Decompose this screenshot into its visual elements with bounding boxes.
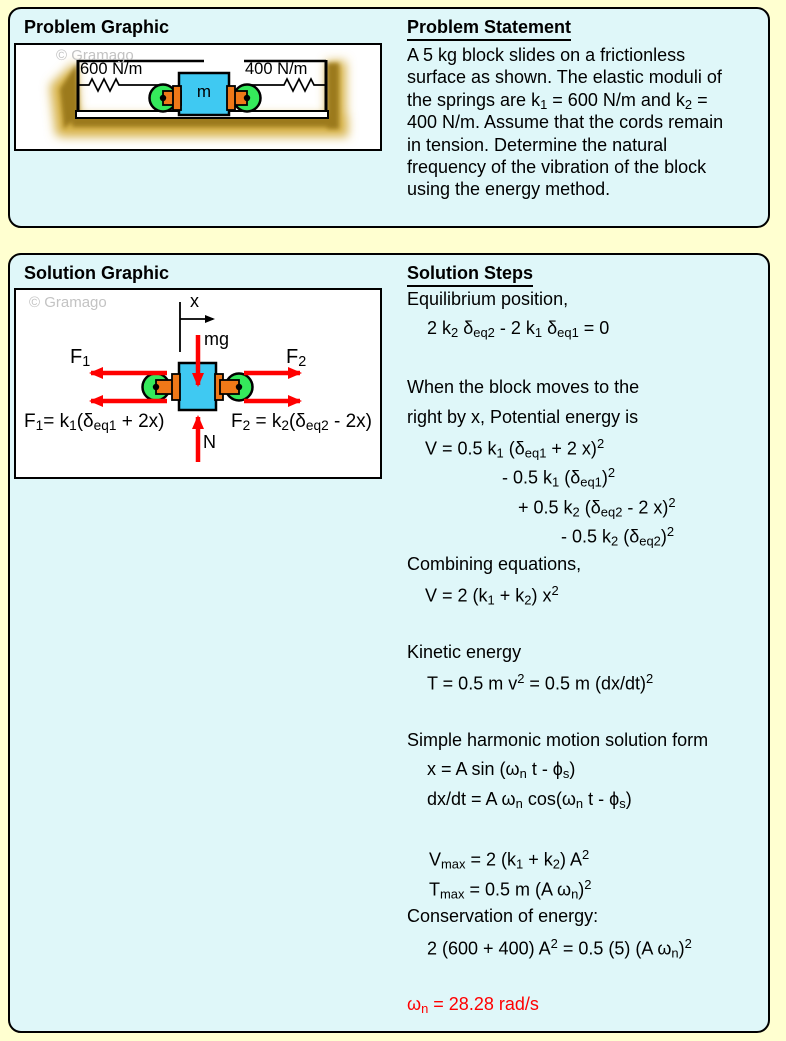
mg-label: mg <box>204 329 230 349</box>
spring-k1-label: 600 N/m <box>80 60 143 78</box>
solution-graphic-box <box>14 288 382 479</box>
problem-statement-text <box>407 45 723 202</box>
solution-step-line <box>407 818 708 847</box>
block-m-label: m <box>196 82 212 101</box>
x-axis-label: x <box>190 291 199 311</box>
spring-left <box>79 79 163 91</box>
pulley-pin-left <box>160 95 166 101</box>
solution-step-line: Kinetic energy <box>407 641 522 662</box>
f2-formula: $F_2 = k_2(\delta_{eq2} - 2x)$ <box>231 411 372 433</box>
free-body-diagram <box>16 290 380 477</box>
problem-panel <box>8 7 770 228</box>
problem-statement-title: Problem Statement <box>407 17 571 41</box>
solution-step-line <box>407 348 708 377</box>
statement-line: the springs are $k_1 = 600$ N/m and $k_2$ = <box>407 89 708 112</box>
n-label: N <box>203 432 216 452</box>
solution-steps-title: Solution Steps <box>407 263 533 287</box>
statement-line: frequency of the vibration of the block <box>407 156 707 177</box>
solution-step-line: 2 $k_2$ $\delta_{eq2} - 2$ $k_1$ $\delta_{eq1} = 0$ <box>427 318 610 341</box>
solution-step-line: Equilibrium position, <box>407 289 569 309</box>
f2-label: $F_2$ <box>286 346 307 371</box>
f1-formula: $F_1= k_1(\delta_{eq1} + 2x)$ <box>24 411 165 433</box>
solution-step-line: When the block moves to the <box>407 377 640 398</box>
solution-step-line: right by x, Potential energy is <box>407 406 639 427</box>
solution-step-line: Conservation of energy: <box>407 906 599 927</box>
statement-line: A 5 kg block slides on a frictionless <box>407 45 686 65</box>
solution-step-line: T = 0.5 m $v^2 = 0.5$ m $(dx/dt)^2$ <box>427 671 654 694</box>
solution-step-line <box>407 965 708 994</box>
pulley-pin-right <box>236 384 242 390</box>
solution-step-line: V = 0.5 $k_1$ ($\delta_{eq1} + 2$ x)$^2$ <box>425 435 605 461</box>
solution-steps-text <box>407 289 708 1024</box>
solution-step-line <box>407 700 708 729</box>
solution-step-line: - 0.5 $k_2$ $(\delta_{eq2})^2$ <box>561 524 675 549</box>
problem-graphic-box <box>14 43 382 151</box>
solution-step-line: - 0.5 $k_1$ $(\delta_{eq1})^2$ <box>502 465 616 490</box>
solution-step-line: dx/dt = A $\omega_n$ $\cos(\omega_n$ t - $\phi_s$) <box>427 788 632 811</box>
problem-graphic-title: Problem Graphic <box>24 17 170 37</box>
solution-step-line: Simple harmonic motion solution form <box>407 729 709 750</box>
solution-step-line: $V_{max} = 2$ $(k_1 + k_2)$ $A^2$ <box>429 847 590 872</box>
clevis-left <box>172 374 180 400</box>
f1-label: $F_1$ <box>70 346 91 371</box>
statement-line: using the energy method. <box>407 179 611 200</box>
solution-panel <box>8 253 770 1033</box>
solution-step-line <box>407 612 708 641</box>
solution-step-line: 2 (600 + 400) $A^2 = 0.5$ (5) (A $\omega_n)^2$ <box>427 935 692 960</box>
solution-step-line: $T_{max} = 0.5$ m (A $\omega_n)^2$ <box>429 876 592 902</box>
solution-step-line: Combining equations, <box>407 553 582 574</box>
pulley-pin-right <box>244 95 250 101</box>
statement-line: 400 N/m. Assume that the cords remain <box>407 112 724 133</box>
spring-k2-label: 400 N/m <box>245 60 308 78</box>
statement-line: surface as shown. The elastic moduli of <box>407 67 722 88</box>
solution-step-line: + 0.5 $k_2$ ($\delta_{eq2} - 2$ x)$^2$ <box>518 494 676 520</box>
solution-step-line: V = 2 $(k_1 + k_2)$ $x^2$ <box>425 582 559 608</box>
watermark: © Gramago <box>29 294 107 311</box>
statement-line: in tension. Determine the natural <box>407 134 668 155</box>
solution-graphic-title: Solution Graphic <box>24 263 170 283</box>
solution-step-line: x = A $\sin (\omega_n$ t - $\phi_s$) <box>427 759 576 782</box>
watermark: © Gramago <box>56 47 134 64</box>
solution-step-line: $\omega_n = 28.28$ rad/s <box>407 994 539 1017</box>
pulley-pin-left <box>153 384 159 390</box>
